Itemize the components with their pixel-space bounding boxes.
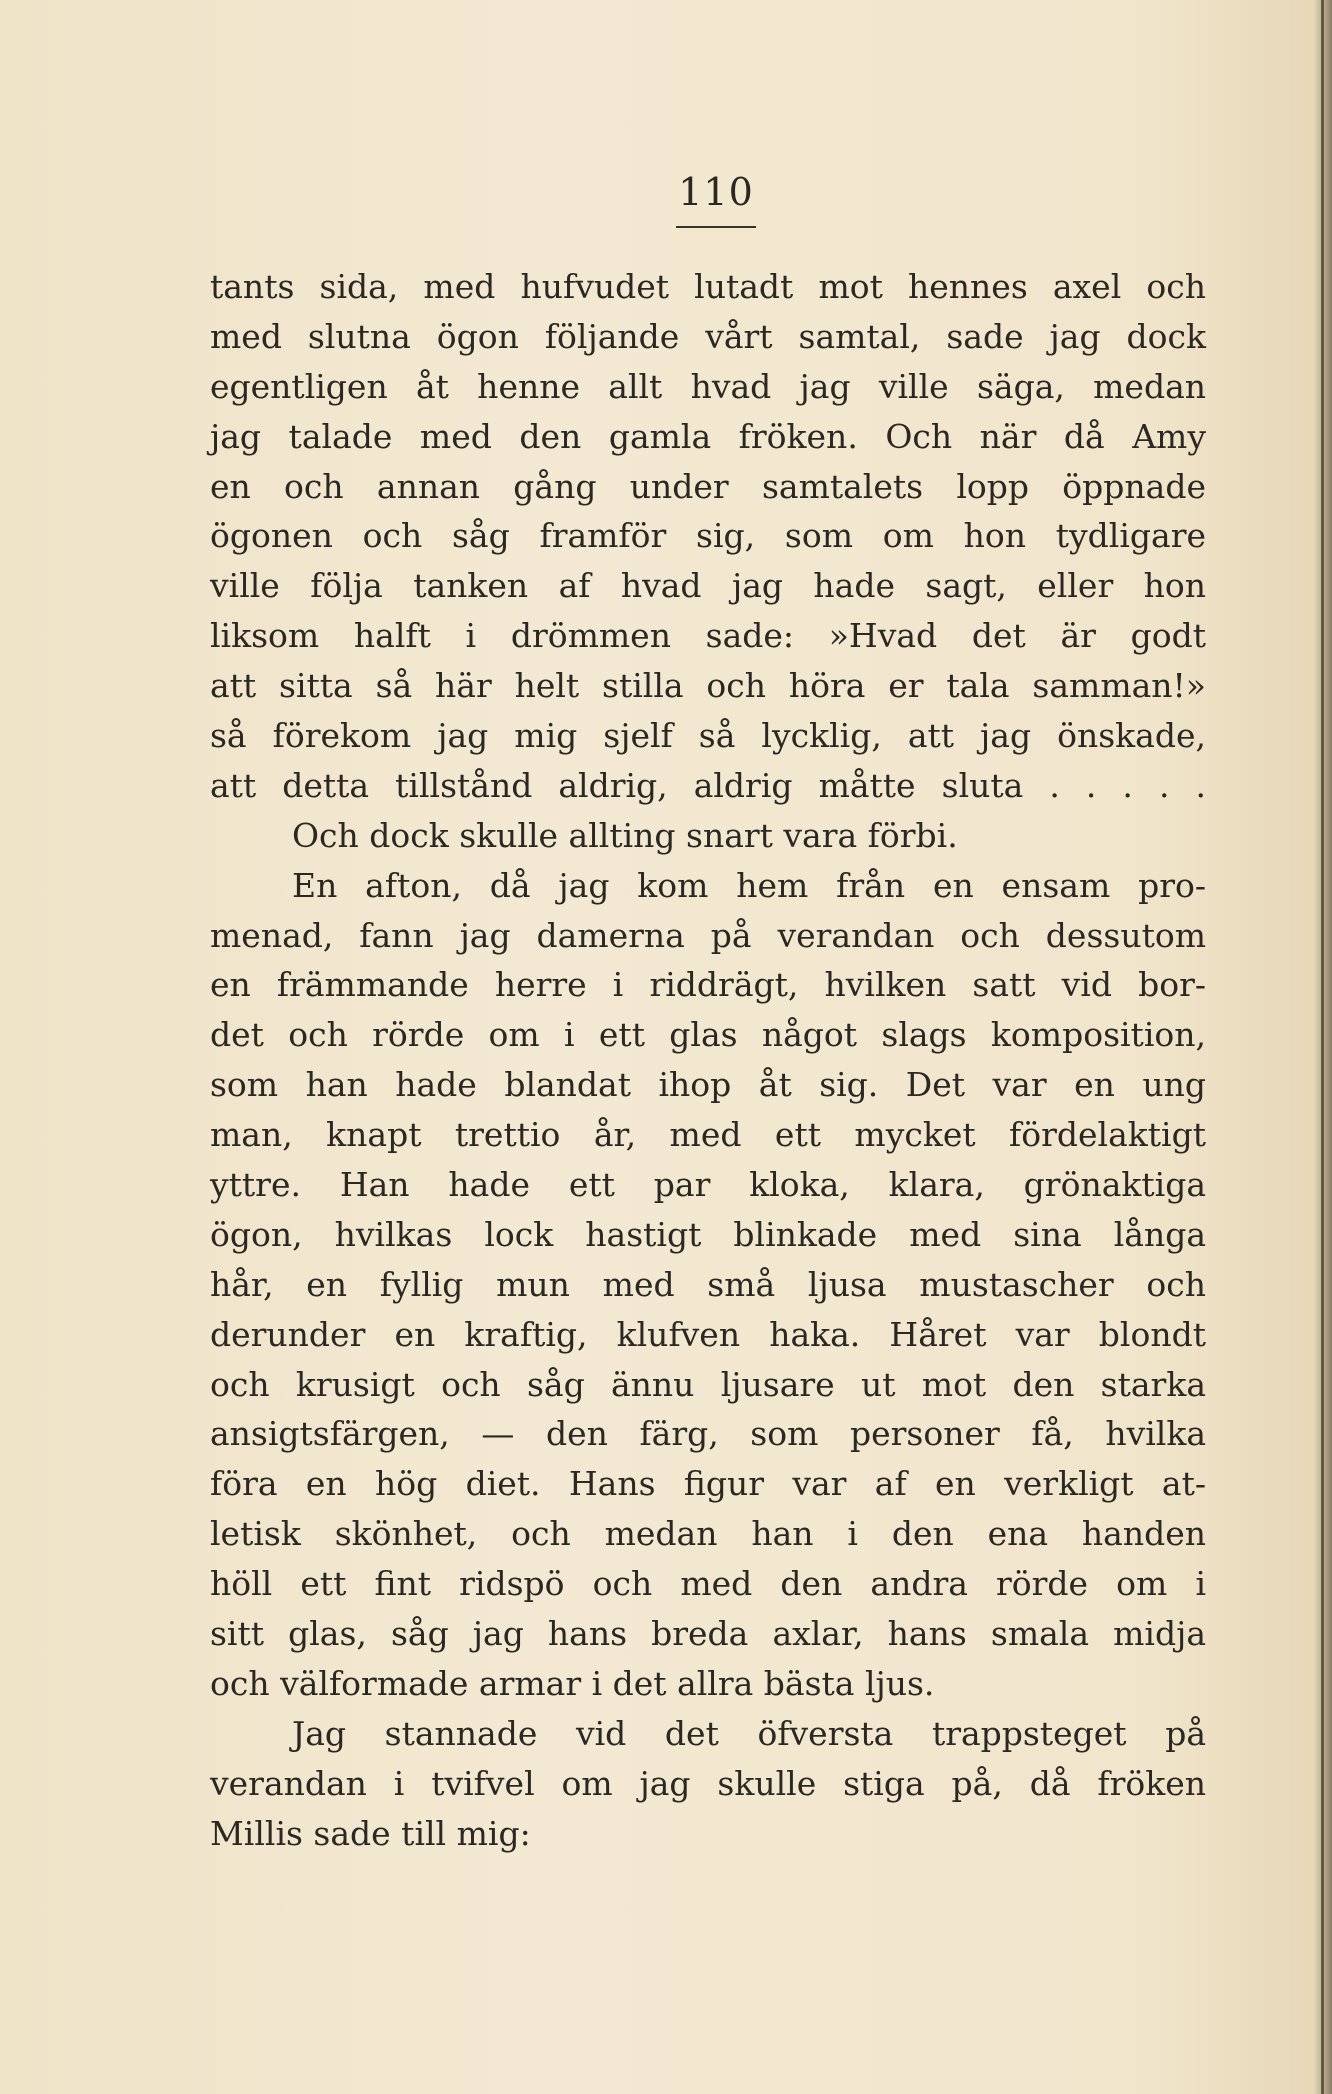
page-edge-line bbox=[1321, 0, 1324, 2094]
text-line: att detta tillstånd aldrig, aldrig måtte sluta . . . . . bbox=[210, 765, 1206, 805]
page-number: 110 bbox=[678, 170, 754, 214]
text-line: och krusigt och såg ännu ljusare ut mot den starka bbox=[210, 1364, 1206, 1404]
text-line: Millis sade till mig: bbox=[210, 1813, 531, 1853]
text-line: sitt glas, såg jag hans breda axlar, hans smala midja bbox=[210, 1614, 1206, 1654]
text-line: verandan i tvifvel om jag skulle stiga på, då fröken bbox=[210, 1763, 1206, 1803]
text-line: liksom halft i drömmen sade: »Hvad det är godt bbox=[210, 616, 1206, 656]
text-line: letisk skönhet, och medan han i den ena handen bbox=[210, 1514, 1206, 1554]
text-line: ögonen och såg framför sig, som om hon tydligare bbox=[210, 516, 1206, 556]
text-line: hår, en fyllig mun med små ljusa mustascher och bbox=[210, 1264, 1206, 1304]
text-line: en främmande herre i riddrägt, hvilken satt vid bor- bbox=[210, 965, 1206, 1005]
body-text bbox=[210, 262, 1206, 1859]
text-line: en och annan gång under samtalets lopp öppnade bbox=[210, 466, 1206, 506]
text-line: Jag stannade vid det öfversta trappsteget på bbox=[292, 1713, 1206, 1753]
text-line: det och rörde om i ett glas något slags komposition, bbox=[210, 1015, 1206, 1055]
text-line: menad, fann jag damerna på verandan och dessutom bbox=[210, 915, 1206, 955]
text-line: höll ett fint ridspö och med den andra rörde om i bbox=[210, 1564, 1206, 1604]
text-line: ville följa tanken af hvad jag hade sagt, eller hon bbox=[210, 566, 1206, 606]
text-line: föra en hög diet. Hans figur var af en verkligt at- bbox=[210, 1464, 1206, 1504]
page-number-rule bbox=[676, 226, 756, 228]
text-line: ansigtsfärgen, — den färg, som personer få, hvilka bbox=[210, 1414, 1206, 1454]
text-line: och välformade armar i det allra bästa ljus. bbox=[210, 1663, 935, 1703]
text-line: yttre. Han hade ett par kloka, klara, grönaktiga bbox=[210, 1165, 1206, 1205]
text-line: att sitta så här helt stilla och höra er tala samman!» bbox=[210, 666, 1206, 706]
text-line: En afton, då jag kom hem från en ensam pro- bbox=[292, 865, 1206, 905]
text-line: egentligen åt henne allt hvad jag ville säga, medan bbox=[210, 366, 1206, 406]
text-line: tants sida, med hufvudet lutadt mot hennes axel och bbox=[210, 267, 1206, 306]
text-line: som han hade blandat ihop åt sig. Det var en ung bbox=[210, 1065, 1206, 1105]
text-line: ögon, hvilkas lock hastigt blinkade med sina långa bbox=[210, 1214, 1206, 1254]
text-line: med slutna ögon följande vårt samtal, sade jag dock bbox=[210, 316, 1206, 356]
text-line: jag talade med den gamla fröken. Och när då Amy bbox=[210, 416, 1206, 456]
text-line: man, knapt trettio år, med ett mycket fördelaktigt bbox=[210, 1115, 1206, 1155]
text-line: derunder en kraftig, klufven haka. Håret var blondt bbox=[210, 1314, 1206, 1354]
text-line: så förekom jag mig sjelf så lycklig, att jag önskade, bbox=[210, 716, 1206, 756]
text-line: Och dock skulle allting snart vara förbi. bbox=[292, 815, 958, 855]
